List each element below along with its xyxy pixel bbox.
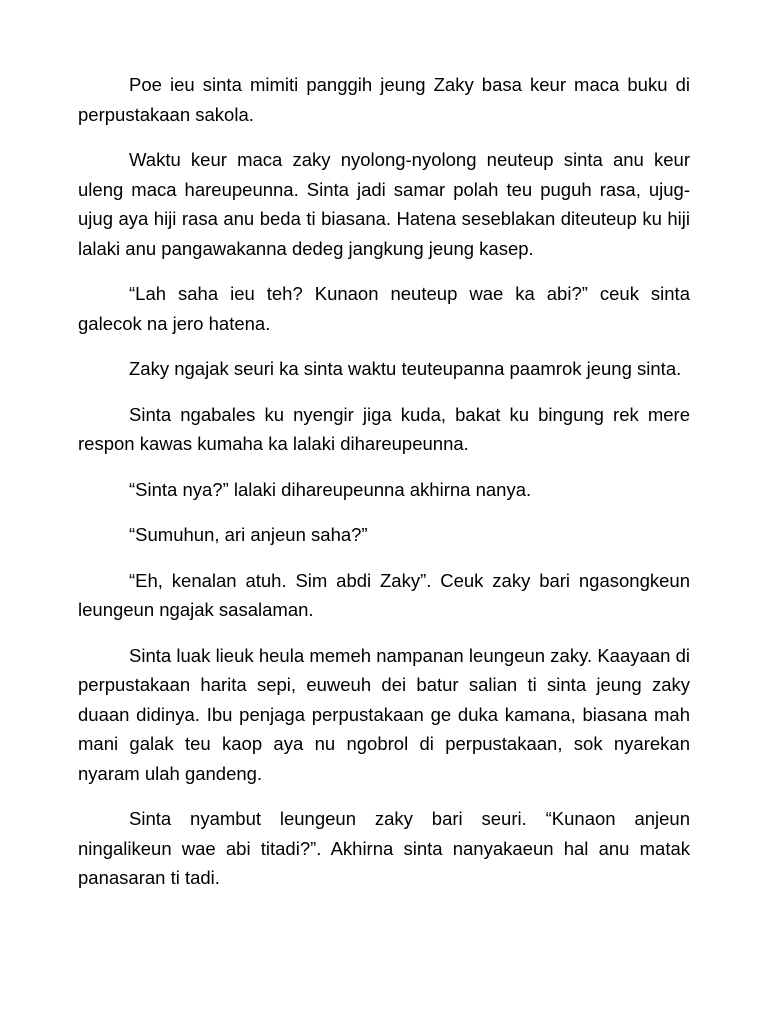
paragraph-1: Poe ieu sinta mimiti panggih jeung Zaky basa keur maca buku di perpustakaan sakola.: [78, 74, 690, 125]
paragraph-6: “Sinta nya?” lalaki dihareupeunna akhirna nanya.: [129, 478, 532, 500]
paragraph-4: Zaky ngajak seuri ka sinta waktu teuteupanna paamrok jeung sinta.: [129, 358, 682, 379]
paragraph-7: “Sumuhun, ari anjeun saha?”: [129, 524, 368, 545]
paragraph-8: “Eh, kenalan atuh. Sim abdi Zaky”. Ceuk zaky bari ngasongkeun leungeun ngajak sasalaman.: [78, 569, 690, 620]
paragraph-9: Sinta luak lieuk heula memeh nampanan leungeun zaky. Kaayaan di perpustakaan harita sepi, euweuh dei batur salian ti sinta jeung zaky duaan didinya. Ibu penjaga perpustakaan ge duka kamana, biasana mah mani galak teu kaop aya nu ngobrol di perpustakaan, sok nyarekan nyaram ulah gandeng.: [78, 644, 690, 784]
paragraph-10: Sinta nyambut leungeun zaky bari seuri. “Kunaon anjeun ningalikeun wae abi titadi?”. Akhirna sinta nanyakaeun hal anu matak panasaran ti tadi.: [78, 808, 690, 888]
paragraph-3: “Lah saha ieu teh? Kunaon neuteup wae ka abi?” ceuk sinta galecok na jero hatena.: [78, 283, 690, 334]
paragraph-5: Sinta ngabales ku nyengir jiga kuda, bakat ku bingung rek mere respon kawas kumaha ka lalaki dihareupeunna.: [78, 403, 690, 454]
paragraph-2: Waktu keur maca zaky nyolong-nyolong neuteup sinta anu keur uleng maca hareupeunna. Sinta jadi samar polah teu puguh rasa, ujug-ujug aya hiji rasa anu beda ti biasana. Hatena seseblakan diteuteup ku hiji lalaki anu pangawakanna dedeg jangkung jeung kasep.: [78, 149, 690, 259]
